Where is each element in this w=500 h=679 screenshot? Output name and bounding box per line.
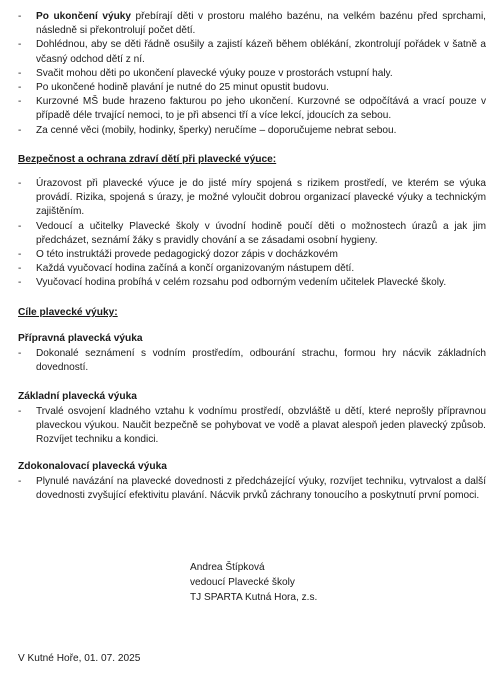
signatory-name: Andrea Štípková: [190, 562, 265, 573]
item-text: Dohlédnou, aby se děti řádně osušily a zajistí kázeň během oblékání, zkontrolují pořádek v šatně a včasný odchod dětí z ní.: [36, 39, 486, 65]
item-text: Každá vyučovací hodina začíná a končí organizovaným nástupem dětí.: [36, 263, 355, 275]
intro-rules-list: [0, 10, 500, 138]
safety-rules-list: [0, 177, 500, 291]
signature-block: [190, 560, 317, 605]
basic-list: [0, 405, 500, 448]
item-text: Za cenné věci (mobily, hodinky, šperky) neručíme – doporučujeme nebrat sebou.: [36, 124, 397, 136]
bullet-dash: -: [18, 249, 22, 261]
item-text: Kurzovné MŠ bude hrazeno fakturou po jeho ukončení. Kurzovné se odpočítává a vrací pouze v případě déle trvající nemoci, to je při absenci tří a více lekcí, jdoucích za sebou.: [36, 96, 486, 122]
bullet-dash: -: [18, 96, 22, 108]
item-text: Dokonalé seznámení s vodním prostředím, odbourání strachu, formou hry nácvik základních dovedností.: [36, 348, 486, 374]
bullet-dash: -: [18, 263, 22, 275]
bullet-dash: -: [18, 39, 22, 51]
advanced-list: [0, 475, 500, 503]
item-text: Plynulé navázání na plavecké dovednosti z předcházející výuky, rozvíjet techniku, vytrvalost a další dovednosti zvyšující efektivitu plavání. Nácvik prvků záchrany tonoucího a poskytnutí první pomoci.: [36, 476, 486, 502]
list-item: [0, 347, 500, 375]
item-text: přebírají děti v prostoru malého bazénu, na velkém bazénu před sprchami, následně si překontrolují počet dětí.: [36, 11, 486, 37]
preparatory-title: Přípravná plavecká výuka: [18, 333, 143, 344]
list-item: [0, 220, 500, 248]
goals-heading: Cíle plavecké výuky:: [18, 307, 118, 318]
list-item: [0, 95, 500, 123]
signatory-org: TJ SPARTA Kutná Hora, z.s.: [190, 592, 318, 603]
item-text: O této instruktáži provede pedagogický dozor zápis v docházkovém: [36, 249, 338, 261]
list-item: [0, 248, 500, 262]
item-text: Vedoucí a učitelky Plavecké školy v úvodní hodině poučí děti o možnostech úrazů a jak jim předcházet, seznámí žáky s pravidly chování a se zásadami osobní hygieny.: [36, 220, 486, 246]
item-text: Vyučovací hodina probíhá v celém rozsahu pod odborným vedením učitelek Plavecké školy.: [36, 277, 447, 289]
list-item: [0, 177, 500, 220]
bullet-dash: -: [18, 178, 22, 189]
list-item: [0, 276, 500, 290]
bullet-dash: -: [18, 220, 22, 232]
item-text: Úrazovost při plavecké výuce je do jisté míry spojená s rizikem prostředí, ve kterém se výuka provádí. Rizika, spojená s úrazy, je možné vyloučit dobrou organizací plavecké výuky a technickým zajištěním.: [36, 178, 486, 218]
bullet-dash: -: [18, 67, 22, 79]
list-item: [0, 38, 500, 66]
list-item: [0, 67, 500, 81]
preparatory-list: [0, 347, 500, 375]
bullet-dash: -: [18, 476, 22, 487]
item-text: Trvalé osvojení kladného vztahu k vodnímu prostředí, obzvláště u dětí, které neprošly přípravnou plaveckou výukou. Naučit bezpečně se pohybovat ve vodě a plavat alespoň jeden plavecký způsob. Rozvíjet techniku a kondici.: [36, 406, 486, 446]
safety-heading: Bezpečnost a ochrana zdraví dětí při plavecké výuce:: [18, 154, 277, 165]
basic-title: Základní plavecká výuka: [18, 391, 137, 402]
advanced-title: Zdokonalovací plavecká výuka: [18, 461, 167, 472]
list-item: [0, 262, 500, 276]
list-item: [0, 10, 500, 38]
item-text: Svačit mohou děti po ukončení plavecké výuky pouze v prostorách vstupní haly.: [36, 67, 393, 79]
list-item: [0, 405, 500, 448]
list-item: [0, 475, 500, 503]
bullet-dash: -: [18, 348, 22, 359]
bullet-dash: -: [18, 124, 22, 136]
bullet-dash: -: [18, 11, 22, 22]
list-item: [0, 81, 500, 95]
bullet-dash: -: [18, 82, 22, 94]
bullet-dash: -: [18, 406, 22, 417]
item-bold-text: Po ukončení výuky: [36, 11, 131, 22]
place-date: V Kutné Hoře, 01. 07. 2025: [18, 653, 141, 664]
item-text: Po ukončené hodině plavání je nutné do 25 minut opustit budovu.: [36, 82, 329, 94]
list-item: [0, 124, 500, 138]
bullet-dash: -: [18, 277, 22, 289]
signatory-role: vedoucí Plavecké školy: [190, 577, 295, 588]
